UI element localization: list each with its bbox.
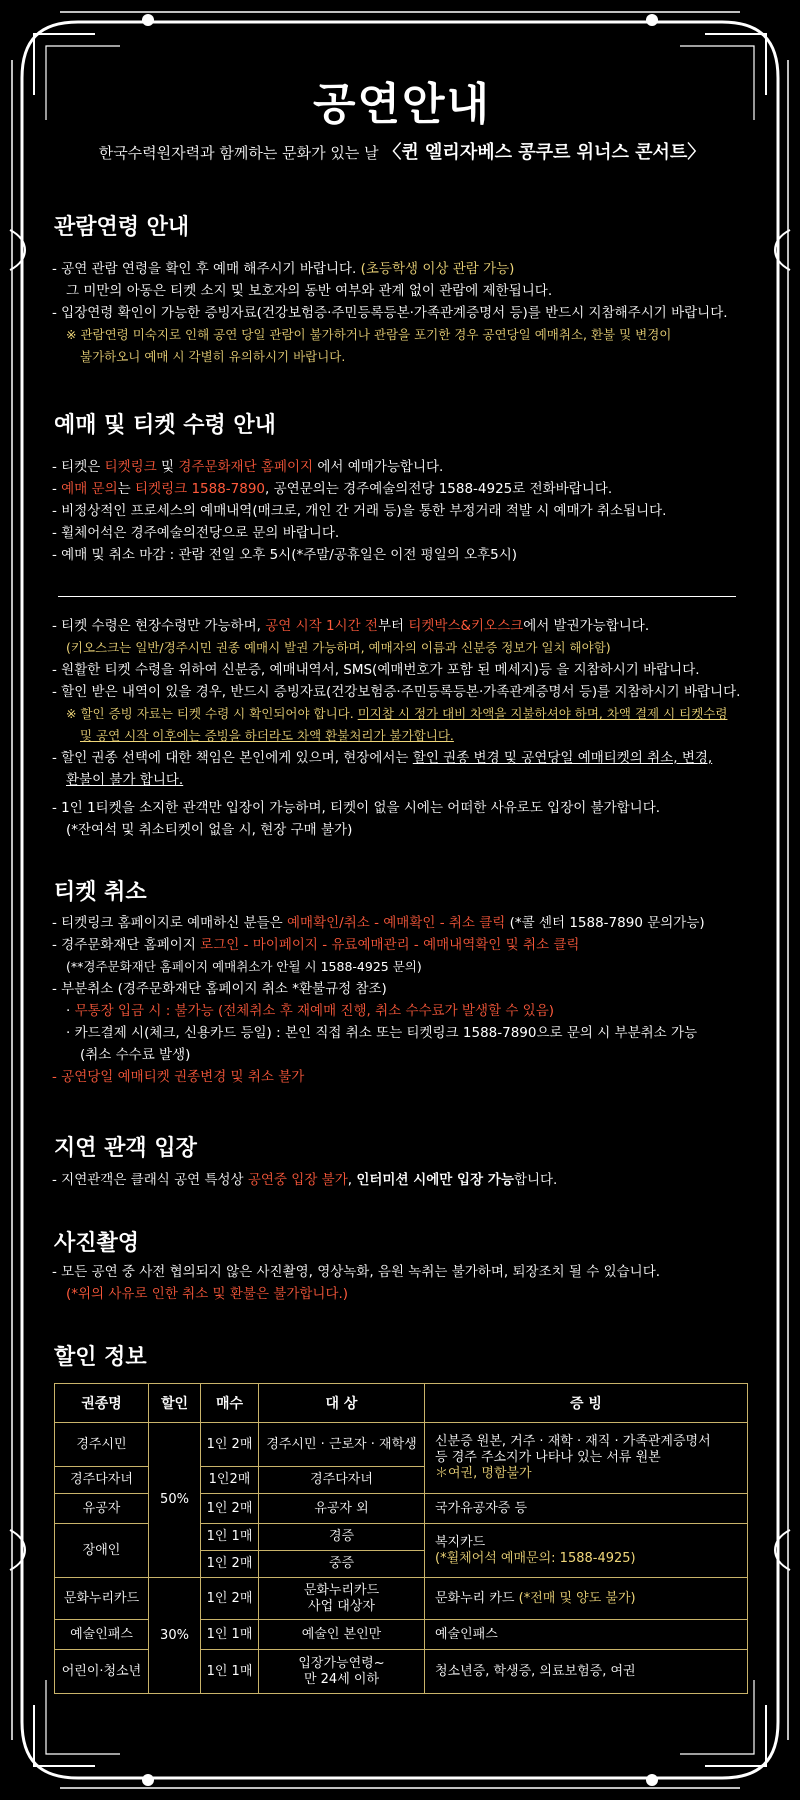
table-row: 예술인패스 1인 1매 예술인 본인만 예술인패스: [55, 1620, 748, 1650]
cancel-section: - 티켓링크 홈페이지로 예매하신 분들은 예매확인/취소 - 예매확인 - 취소 클릭 (*콜 센터 1588-7890 문의가능) - 경주문화재단 홈페이지 로그인 - 마이페이지 - 유료예매관리 - 예매내역확인 및 취소 클릭 (**경주문화재단 홈페이지 예매취소가 안될 시 1588-4925 문의) - 부분취소 (경주문화재단 홈페이지 취소 *환불규정 참조) · 무통장 입금 시 : 불가능 (전체취소 후 재예매 진행, 취소 수수료가 발생할 수 있음) · 카드결제 시(체크, 신용카드 등일) : 본인 직접 취소 또는 티켓링크 1588-7890으로 문의 시 부분취소 가능 (취소 수수료 발생) - 공연당일 예매티켓 권종변경 및 취소 불가: [52, 915, 705, 1085]
photo-section: - 모든 공연 중 사전 협의되지 않은 사진촬영, 영상녹화, 음원 녹취는 불가하며, 퇴장조치 될 수 있습니다. (*위의 사유로 인한 취소 및 환불은 불가합니다.): [52, 1264, 661, 1302]
age-heading: 관람연령 안내: [54, 215, 190, 240]
discount-table: [54, 1383, 748, 1694]
table-row: 어린이·청소년 1인 1매 입장가능연령~ 만 24세 이하 청소년증, 학생증, 의료보험증, 여권: [55, 1650, 748, 1694]
table-row: 유공자 1인 2매 유공자 외 국가유공자증 등: [55, 1494, 748, 1524]
late-heading: 지연 관객 입장: [54, 1136, 197, 1161]
page-title: 공연안내: [312, 79, 491, 130]
booking-section: - 티켓은 티켓링크 및 경주문화재단 홈페이지 에서 예매가능합니다. - 예매 문의는 티켓링크 1588-7890, 공연문의는 경주예술의전당 1588-4925로 전화바랍니다. - 비정상적인 프로세스의 예매내역(매크로, 개인 간 거래 등)을 통한 부정거래 적발 시 예매가 취소됩니다. - 휠체어석은 경주예술의전당으로 문의 바랍니다. - 예매 및 취소 마감 : 관람 전일 오후 5시(*주말/공휴일은 이전 평일의 오후5시): [52, 459, 667, 563]
cancel-heading: 티켓 취소: [54, 880, 147, 905]
table-row: 문화누리카드 30% 1인 2매 문화누리카드 사업 대상자 문화누리 카드 (*전매 및 양도 불가): [55, 1578, 748, 1620]
table-row: 1인 2매 중증: [55, 1551, 748, 1578]
page-subtitle: 한국수력원자력과 함께하는 문화가 있는 날 〈퀸 엘리자베스 콩쿠르 위너스 콘서트〉: [98, 142, 706, 163]
table-row: 경주시민 50% 1인 2매 경주시민 · 근로자 · 재학생 신분증 원본, 거주 · 재학 · 재직 · 가족관계증명서 등 경주 주소지가 나타나 있는 서류 원본 ＊여권, 명함불가: [55, 1423, 748, 1467]
discount-heading: 할인 정보: [54, 1345, 147, 1370]
table-row: 장애인 1인 1매 경증 복지카드 (*휠체어석 예매문의: 1588-4925): [55, 1524, 748, 1551]
booking-heading: 예매 및 티켓 수령 안내: [54, 413, 276, 438]
photo-heading: 사진촬영: [54, 1231, 140, 1256]
section-divider: [58, 596, 736, 597]
late-section: - 지연관객은 클래식 공연 특성상 공연중 입장 불가, 인터미션 시에만 입장 가능합니다.: [52, 1172, 558, 1188]
ticket-pickup-section: - 티켓 수령은 현장수령만 가능하며, 공연 시작 1시간 전부터 티켓박스&키오스크에서 발권가능합니다. (키오스크는 일반/경주시민 권종 예매시 발권 가능하며, 예매자의 이름과 신분증 정보가 일치 해야함) - 원활한 티켓 수령을 위하여 신분증, 예매내역서, SMS(예매번호가 포함 된 메세지)등 을 지참하시기 바랍니다. - 할인 받은 내역이 있을 경우, 반드시 증빙자료(건강보험증·주민등록등본·가족관계증명서 등)를 지참하시기 바랍니다. ※ 할인 증빙 자료는 티켓 수령 시 확인되어야 합니다. 미지참 시 정가 대비 차액을 지불하셔야 하며, 차액 결제 시 티켓수령 및 공연 시작 이후에는 증빙을 하더라도 차액 환불처리가 불가합니다. - 할인 권종 선택에 대한 책임은 본인에게 있으며, 현장에서는 할인 권종 변경 및 공연당일 예매티켓의 취소, 변경, 환불이 불가 합니다. - 1인 1티켓을 소지한 관객만 입장이 가능하며, 티켓이 없을 시에는 어떠한 사유로도 입장이 불가합니다. (*잔여석 및 취소티켓이 없을 시, 현장 구매 불가): [52, 618, 741, 838]
table-row: 경주다자녀 1인2매 경주다자녀: [55, 1467, 748, 1494]
age-section: - 공연 관람 연령을 확인 후 예매 해주시기 바랍니다. (초등학생 이상 관람 가능) 그 미만의 아동은 티켓 소지 및 보호자의 동반 여부와 관계 없이 관람에 제한됩니다. - 입장연령 확인이 가능한 증빙자료(건강보험증·주민등록등본·가족관계증명서 등)를 반드시 지참해주시기 바랍니다. ※ 관람연령 미숙지로 인해 공연 당일 관람이 불가하거나 관람을 포기한 경우 공연당일 예매취소, 환불 및 변경이 불가하오니 예매 시 각별히 유의하시기 바랍니다.: [52, 261, 728, 364]
table-header-row: 권종명 할인 매수 대 상 증 빙: [55, 1384, 748, 1423]
